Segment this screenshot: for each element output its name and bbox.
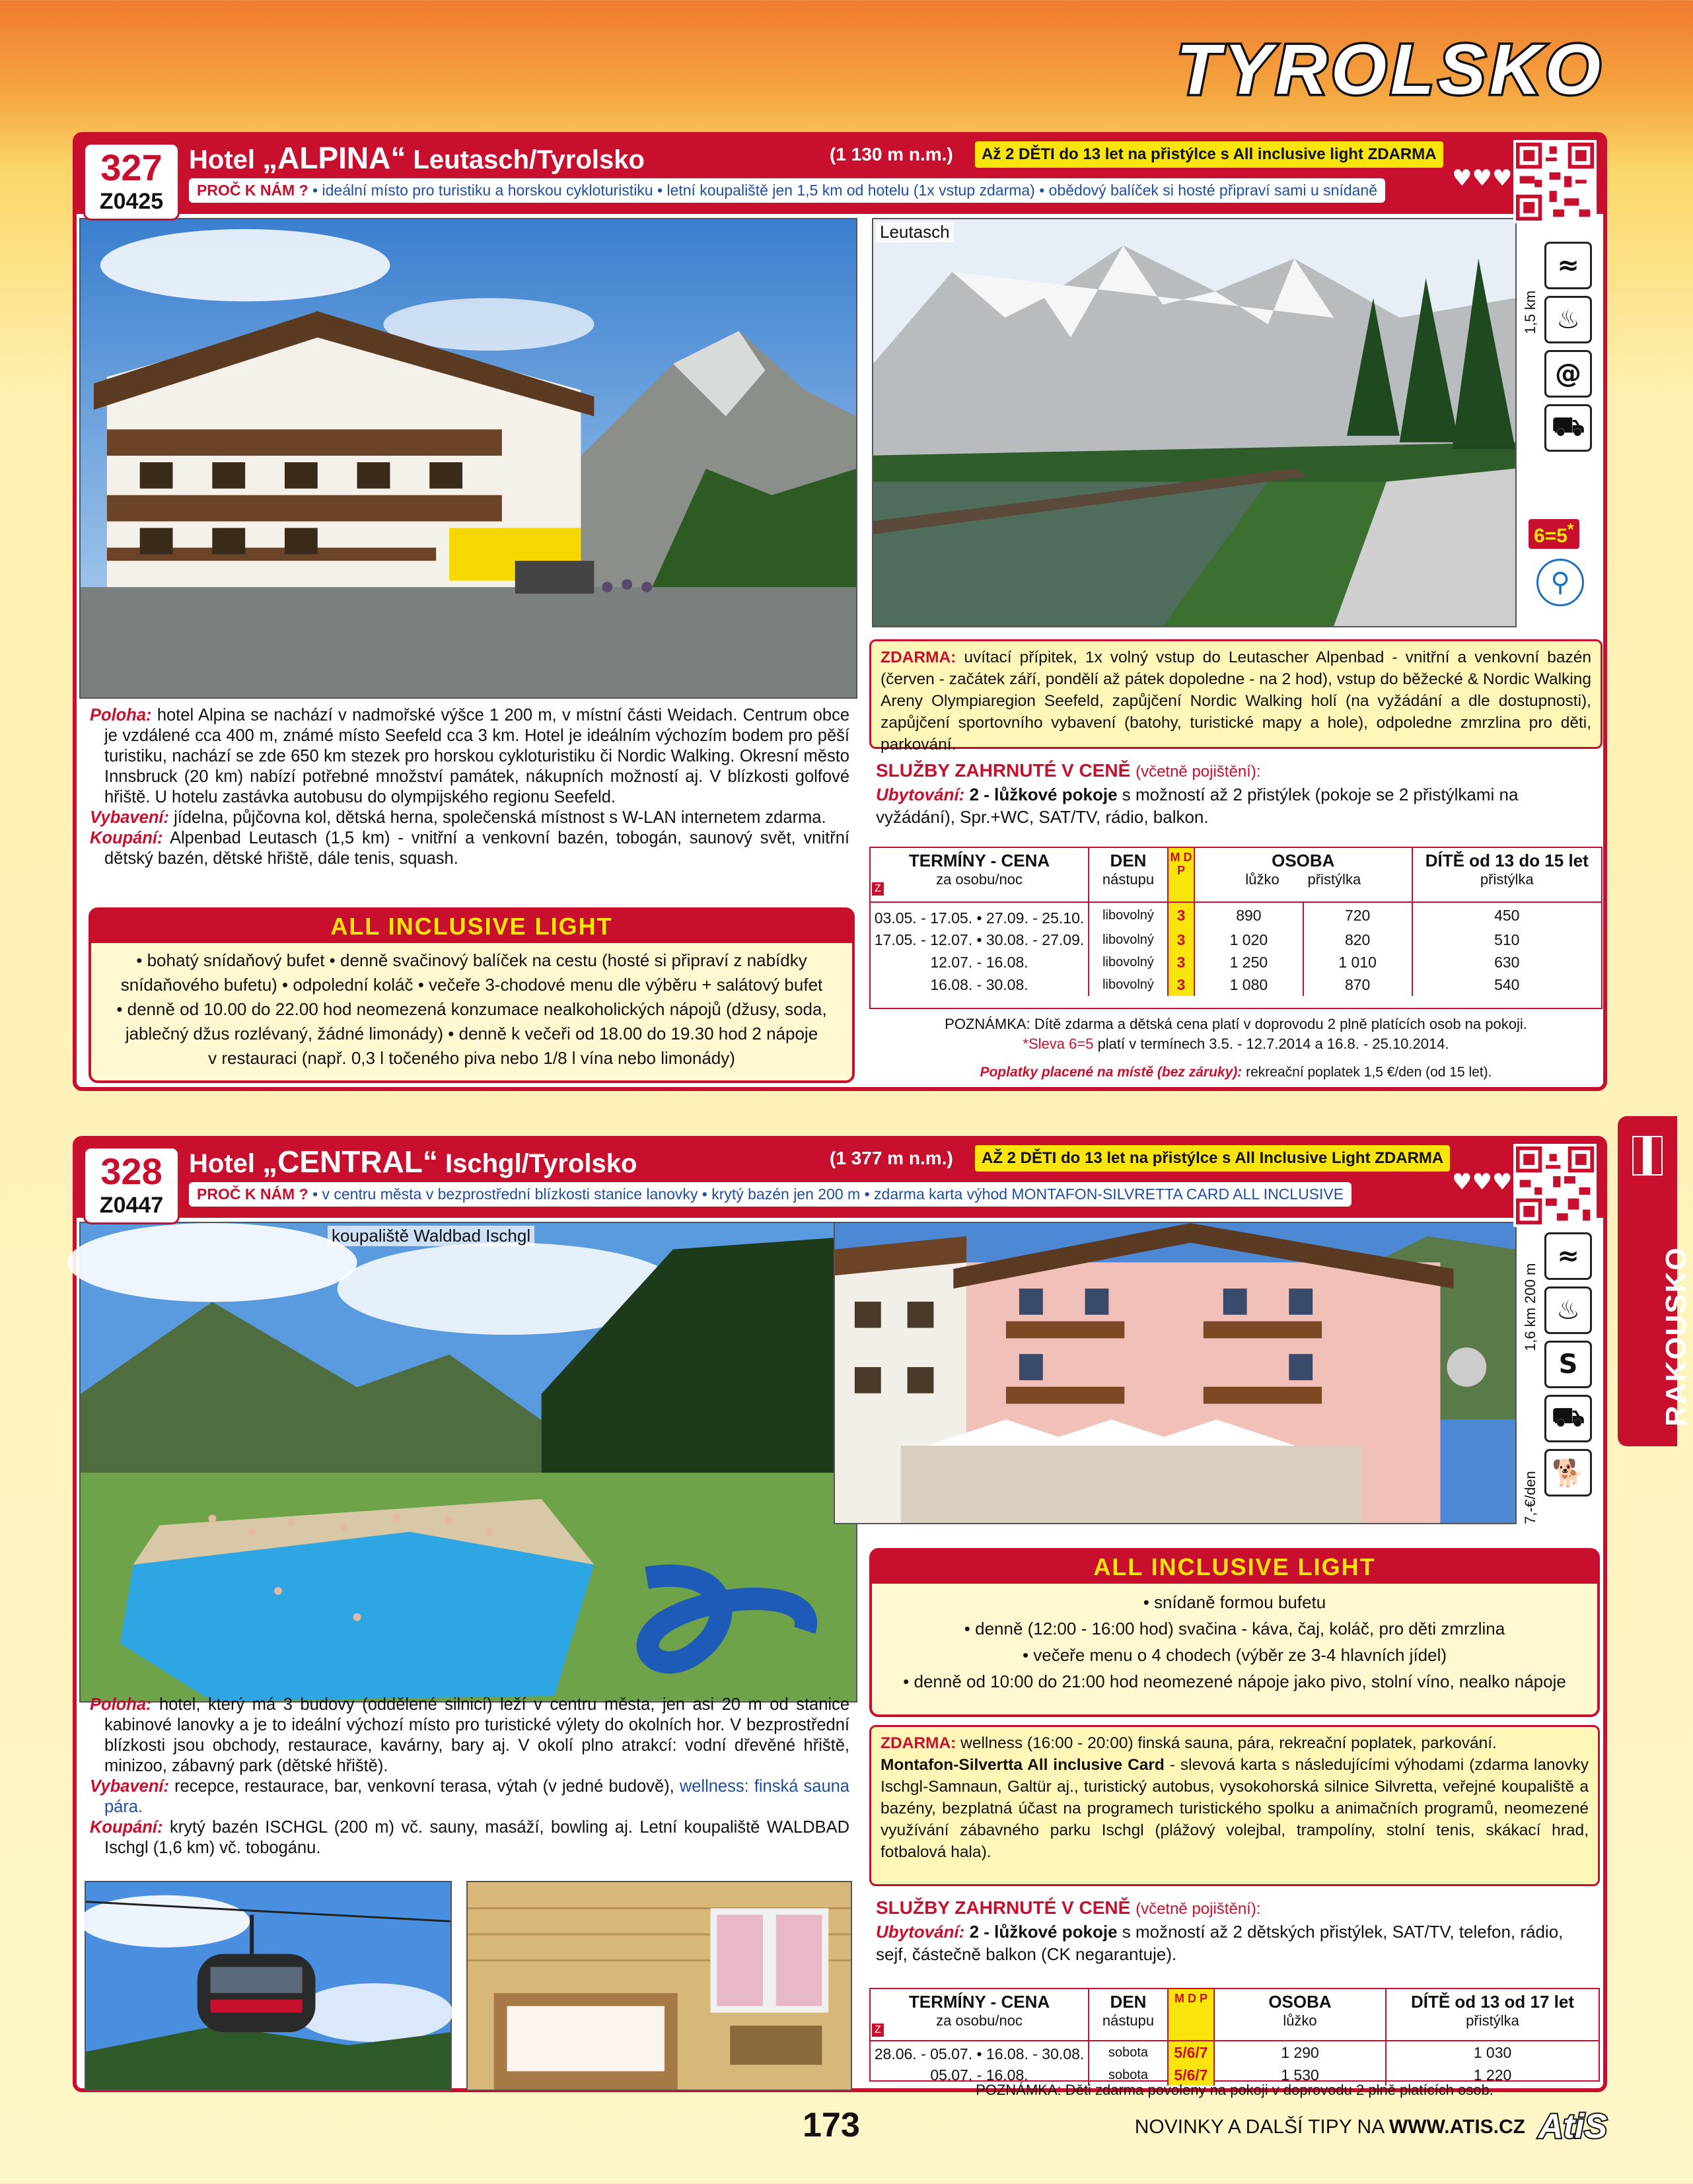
hotel-code: Z0425: [99, 189, 164, 214]
col-person: [1214, 1989, 1386, 2041]
row-child-price: 510: [1494, 931, 1520, 948]
row-day: sobota: [1089, 2064, 1168, 2086]
row-day: sobota: [1089, 2041, 1168, 2064]
parking-icon: ⛟: [1544, 404, 1592, 452]
hotel-location: Leutasch/Tyrolsko: [413, 145, 645, 174]
local-fees: [869, 1065, 1603, 1080]
rating-hearts: ♥♥♥: [1452, 165, 1513, 192]
why-us-text: • ideální místo pro turistiku a horskou cykloturistiku • letní koupaliště jen 1,5 km od hotelu (1x vstup zdarma) • obědový balíček si hosté připraví sami u snídaně: [312, 182, 1377, 199]
ai-line: • denně od 10.00 do 22.00 hod neomezená konzumace nealkoholických nápojů (džusy, soda,: [116, 999, 827, 1019]
pool-icon: ≈: [1544, 242, 1592, 289]
sluzby-subtitle: (včetně pojištění):: [1135, 1900, 1261, 1918]
all-inclusive-title: ALL INCLUSIVE LIGHT: [91, 910, 852, 943]
ai-line: • bohatý snídaňový bufet • denně svačinový balíček na cestu (hosté si připraví z nabídky: [136, 950, 807, 970]
col-day-title: DEN: [1110, 1992, 1147, 2012]
row-child-price: 1 030: [1473, 2044, 1512, 2061]
col-dates-sub: za osobu/noc: [936, 871, 1023, 888]
poloha-label: Poloha:: [90, 706, 152, 724]
hotel-location: Ischgl/Tyrolsko: [445, 1149, 637, 1178]
room-type: 2 - lůžkové pokoje: [969, 1922, 1118, 1942]
room-type: 2 - lůžkové pokoje: [969, 785, 1118, 804]
why-us-bar: [189, 1182, 1351, 1207]
vybaveni-text: recepce, restaurace, bar, venkovní terasa, výtah (v jedné budově),: [174, 1777, 674, 1796]
col-dates: [871, 1989, 1089, 2041]
included-services: [876, 759, 1596, 828]
col-child-sub: přistýlka: [1480, 871, 1534, 888]
rating-hearts: ♥♥♥: [1452, 1169, 1513, 1195]
sluzby-title: SLUŽBY ZAHRNUTÉ V CENĚ: [876, 1897, 1131, 1918]
row-mdp: 3: [1168, 929, 1194, 951]
included-services: [876, 1897, 1596, 1965]
hotel-prefix: Hotel: [189, 1149, 255, 1178]
distance-label: 1,6 km 200 m: [1522, 1263, 1538, 1351]
col-bed: lůžko: [1283, 2012, 1317, 2029]
altitude: (1 377 m n.m.): [830, 1148, 953, 1168]
parking-icon: ⛟: [1544, 1395, 1592, 1442]
col-dates-title: TERMÍNY - CENA: [908, 851, 1050, 870]
col-child-sub: přistýlka: [1466, 2012, 1519, 2029]
col-mdp: M D P: [1168, 848, 1194, 902]
catalog-number-box: [83, 143, 180, 221]
table-note: POZNÁMKA: Děti zdarma povoleny na pokoji v doprovodu 2 plně platících osob.: [976, 2082, 1494, 2098]
col-person-title: OSOBA: [1268, 1992, 1332, 2012]
row-extra-price: 870: [1303, 973, 1412, 996]
footer-label: NOVINKY A DALŠÍ TIPY NA: [1134, 2116, 1384, 2138]
koupani-text: Alpenbad Leutasch (1,5 km) - vnitřní a venkovní bazén, tobogán, saunový svět, vnitřní dětský bazén, dětské hřiště, dále tenis, squash.: [104, 829, 849, 868]
row-mdp: 3: [1168, 951, 1194, 973]
ubytovani-label: Ubytování:: [876, 785, 965, 804]
vybaveni-label: Vybavení:: [90, 1777, 170, 1796]
equipment-paragraph: [90, 808, 849, 828]
row-dates: 12.07. - 16.08.: [871, 951, 1089, 973]
austria-flag-icon: [1632, 1136, 1663, 1176]
row-dates: 28.06. - 05.07. • 16.08. - 30.08.: [871, 2041, 1089, 2064]
free-services-box: [869, 1725, 1600, 1886]
footer-link[interactable]: WWW.ATIS.CZ: [1388, 2116, 1525, 2138]
all-inclusive-title: ALL INCLUSIVE LIGHT: [872, 1551, 1597, 1584]
distance-label: 1,5 km: [1522, 290, 1538, 334]
table-z-tag: Z: [872, 882, 884, 896]
promo-badge: Až 2 DĚTI do 13 let na přistýlce s All inclusive light ZDARMA: [975, 141, 1443, 168]
row-extra-price: 720: [1303, 902, 1412, 929]
ai-line: v restauraci (např. 0,3 l točeného piva nebo 1/8 l vína nebo limonády): [208, 1048, 735, 1068]
hotel-code: Z0447: [99, 1193, 164, 1218]
location-paragraph: [90, 1695, 849, 1777]
row-dates: 05.07. - 16.08.: [871, 2064, 1089, 2086]
all-inclusive-box: [869, 1548, 1600, 1717]
row-bed-price: 1 020: [1194, 929, 1303, 951]
row-dates: 16.08. - 30.08.: [871, 973, 1089, 996]
hotel-description: [90, 705, 849, 869]
col-dates: [871, 848, 1089, 902]
ai-line: • večeře menu o 4 chodech (výběr ze 3-4 hlavních jídel): [1022, 1645, 1447, 1665]
accommodation-text: [876, 1920, 1596, 1965]
pool-icon: ≈: [1544, 1232, 1592, 1280]
row-bed-price: 1 250: [1194, 951, 1303, 973]
fees-text: rekreační poplatek 1,5 €/den (od 15 let).: [1246, 1065, 1492, 1080]
price-table: [869, 847, 1603, 1009]
included-services-title: [876, 1897, 1596, 1920]
vybaveni-text: jídelna, půjčovna kol, dětská herna, společenská místnost s W-LAN internetem zdarma.: [174, 808, 826, 827]
row-day: libovolný: [1089, 951, 1168, 973]
internet-icon: @: [1544, 350, 1592, 398]
all-inclusive-box: [89, 907, 855, 1083]
hotel-name: [189, 1144, 637, 1180]
included-services-title: [876, 759, 1596, 783]
hotel-name: [189, 140, 645, 176]
atis-logo: AtiS: [1538, 2107, 1607, 2146]
card-text: - slevová karta s následujícími výhodami (zdarma lanovky Ischgl-Samnaun, Galtür aj., turistický autobus, vysokohorská silnice Silvretta, veřejné koupaliště a bazény, bezplatná účast na programech turistického spolku a animačních programů, neomezené využívání zábavného parku Ischgl (plážový volejbal, trampolíny, stolní tenis, skákací hrad, fotbalová hala).: [881, 1756, 1589, 1861]
hotel-prefix: Hotel: [189, 145, 255, 174]
col-day-sub: nástupu: [1102, 2012, 1155, 2029]
row-mdp: 5/6/7: [1168, 2041, 1214, 2064]
country-tab[interactable]: [1618, 1116, 1692, 1446]
koupani-label: Koupání:: [90, 1818, 163, 1837]
col-extra-bed: přistýlka: [1307, 871, 1361, 888]
facility-icons: [1544, 1232, 1597, 1503]
price-table: [869, 1988, 1600, 2082]
room-photo: [466, 1881, 852, 2091]
qr-code-icon[interactable]: [1513, 140, 1597, 223]
row-mdp: 3: [1168, 973, 1194, 996]
col-dates-sub: za osobu/noc: [936, 2012, 1023, 2029]
discount-mark: *: [1567, 520, 1574, 539]
col-child: [1386, 1989, 1599, 2041]
all-inclusive-list: [91, 943, 852, 1076]
discount-badge: [1529, 519, 1579, 549]
col-child: [1412, 848, 1601, 902]
table-row: [871, 2041, 1599, 2064]
row-day: libovolný: [1089, 902, 1168, 929]
row-bed-price: 1 290: [1214, 2041, 1386, 2064]
nordic-walking-icon: ⚲: [1536, 559, 1584, 606]
swimming-paragraph: [90, 828, 849, 869]
wellness-icon: ♨: [1544, 296, 1592, 343]
ubytovani-text: s možností až 2 dětských přistýlek, SAT/TV, telefon, rádio, sejf, částečně balkon (CK negarantuje).: [876, 1922, 1564, 1964]
poloha-label: Poloha:: [90, 1695, 152, 1714]
table-note: [869, 1014, 1603, 1054]
koupani-text: krytý bazén ISCHGL (200 m) vč. sauny, masáží, bowling aj. Letní koupaliště WALDBAD Ischgl (1,6 km) vč. tobogánu.: [104, 1818, 849, 1857]
facility-icons: [1544, 242, 1597, 458]
col-dates-title: TERMÍNY - CENA: [908, 1992, 1050, 2012]
row-mdp: 3: [1168, 902, 1194, 929]
col-person-title: OSOBA: [1272, 851, 1335, 870]
cable-car-photo: [85, 1881, 452, 2091]
hotel-title: „ALPINA“: [262, 141, 406, 175]
zdarma-text: uvítací přípitek, 1x volný vstup do Leutascher Alpenbad - vnitřní a venkovní bazén (červen - začátek září, pondělí až pátek dopoledne - na 2 hod), vstup do běžecké & Nordic Walking Areny Olympiaregion Seefeld, zapůjčení Nordic Walking holí (na vyžádání a dle dostupnosti), zapůjčení sportovního vybavení (batohy, turistické mapy a hole), odpoledne zmrzlina pro děti, parkování.: [881, 649, 1591, 754]
koupani-label: Koupání:: [90, 829, 163, 847]
footer-text: [1135, 2116, 1525, 2138]
altitude: (1 130 m n.m.): [830, 144, 953, 164]
table-row: [871, 902, 1601, 929]
discount-note-text: platí v termínech 3.5. - 12.7.2014 a 16.8. - 25.10.2014.: [1097, 1036, 1449, 1052]
row-dates: 03.05. - 17.05. • 27.09. - 25.10.: [871, 902, 1089, 929]
hotel-photo: [79, 218, 857, 699]
fees-label: Poplatky placené na místě (bez záruky):: [980, 1065, 1243, 1080]
country-tab-label: RAKOUSKO: [1660, 1246, 1692, 1427]
row-child-price: 450: [1494, 907, 1520, 924]
sluzby-subtitle: (včetně pojištění):: [1135, 763, 1261, 781]
row-bed-price: 1 080: [1194, 973, 1303, 996]
col-day-title: DEN: [1110, 851, 1147, 870]
pet-icon: 🐕: [1544, 1449, 1592, 1497]
swimming-paragraph: [90, 1817, 849, 1858]
ai-line: • denně (12:00 - 16:00 hod) svačina - káva, čaj, koláč, pro děti zmrzlina: [964, 1619, 1505, 1638]
ai-line: jablečný džus rozlévaný, žádné limonády) • denně k večeři od 18.00 do 19.30 hod 2 nápoje: [125, 1024, 818, 1043]
catalog-number: 328: [100, 1150, 162, 1192]
wellness-icon: ♨: [1544, 1286, 1592, 1334]
col-child-title: DÍTĚ od 13 od 17 let: [1410, 1992, 1575, 2012]
hotel-header: [77, 136, 1603, 214]
page-number: 173: [803, 2106, 860, 2144]
table-row: [871, 951, 1601, 973]
ai-line: • snídaně formou bufetu: [1143, 1592, 1326, 1612]
row-extra-price: 1 010: [1303, 951, 1412, 973]
why-us-label: PROČ K NÁM ?: [197, 1185, 308, 1203]
row-child-price: 1 220: [1473, 2066, 1512, 2084]
vybaveni-label: Vybavení:: [90, 808, 170, 827]
row-bed-price: 1 530: [1214, 2064, 1386, 2086]
free-services-box: [869, 639, 1603, 754]
row-mdp: 5/6/7: [1168, 2064, 1214, 2086]
hotel-header: [77, 1140, 1603, 1218]
photo-caption: Leutasch: [876, 222, 954, 242]
photo-caption: koupaliště Waldbad Ischgl: [328, 1226, 534, 1246]
free-services-text: [871, 1727, 1598, 1868]
row-dates: 17.05. - 12.07. • 30.08. - 27.09.: [871, 929, 1089, 951]
discount-note-label: *Sleva 6=5: [1023, 1036, 1094, 1052]
hotel-photo: [834, 1222, 1517, 1524]
col-child-title: DÍTĚ od 13 do 15 let: [1425, 851, 1589, 870]
row-bed-price: 890: [1194, 902, 1303, 929]
accommodation-text: [876, 783, 1596, 828]
col-day: [1089, 848, 1168, 902]
location-paragraph: [90, 705, 849, 808]
catalog-number-box: [83, 1146, 180, 1224]
equipment-paragraph: [90, 1777, 849, 1817]
poloha-text: hotel Alpina se nachází v nadmořské výšce 1 200 m, v místní části Weidach. Centrum obce je vzdálené cca 400 m, známé místo Seefeld cca 3 km. Hotel je ideálním výchozím bodem pro pěší turistiku, nachází se zde 650 km stezek pro horskou cykloturistiku či Nordic Walking. Okresní město Innsbruck (20 km) nabízí potřebné množství památek, nákupních možností aj. V blízkosti golfové hřiště. U hotelu zastávka autobusu do olympijského regionu Seefeld.: [104, 706, 850, 806]
waldbad-photo: [79, 1222, 857, 1703]
table-row: [871, 929, 1601, 951]
row-child-price: 630: [1494, 953, 1520, 971]
poloha-text: hotel, který má 3 budovy (oddělené silnicí) leží v centru města, jen asi 20 m od stanice kabinové lanovky a je to ideální výchozí místo pro turistické výlety do okolních hor. V bezprostřední blízkosti jsou obchody, restaurace, kavárny, bary aj. V okolí plno atrakcí: vodní dřevěné hřiště, minizoo, zábavný park (dětské hřiště).: [104, 1695, 849, 1775]
sauna-icon: S: [1544, 1341, 1592, 1388]
col-person: [1194, 848, 1412, 902]
col-mdp: M D P: [1168, 1989, 1214, 2041]
catalog-number: 327: [100, 147, 162, 188]
hotel-title: „CENTRAL“: [262, 1145, 438, 1179]
why-us-text: • v centru města v bezprostřední blízkosti stanice lanovky • krytý bazén jen 200 m • zdarma karta výhod MONTAFON-SILVRETTA CARD ALL INCLUSIVE: [312, 1185, 1344, 1203]
ubytovani-text: s možností až 2 přistýlek (pokoje se 2 přistýlkami na vyžádání), Spr.+WC, SAT/TV, rádio, balkon.: [876, 785, 1519, 827]
qr-code-icon[interactable]: [1513, 1144, 1597, 1227]
row-day: libovolný: [1089, 973, 1168, 996]
leutasch-photo: [872, 218, 1517, 627]
zdarma-text: wellness (16:00 - 20:00) finská sauna, pára, rekreační poplatek, parkování.: [960, 1734, 1497, 1752]
region-title: TYROLSKO: [1176, 29, 1604, 109]
card-name: Montafon-Silvertta All inclusive Card: [881, 1756, 1165, 1774]
free-services-text: [871, 641, 1601, 761]
promo-badge: AŽ 2 DĚTI do 13 let na přistýlce s All Inclusive Light ZDARMA: [975, 1145, 1450, 1172]
col-day-sub: nástupu: [1102, 871, 1155, 888]
discount-value: 6=5: [1534, 525, 1567, 547]
note-line: [869, 1034, 1603, 1054]
pet-fee-label: 7,-€/den: [1522, 1471, 1538, 1524]
table-z-tag: Z: [872, 2024, 884, 2037]
ai-line: snídaňového bufetu) • odpolední koláč • večeře 3-chodové menu dle výběru + salátový bufet: [120, 975, 823, 995]
row-extra-price: 820: [1303, 929, 1412, 951]
wellness-text: wellness: finská sauna pára.: [104, 1777, 849, 1816]
ai-line: • denně od 10:00 do 21:00 hod neomezené nápoje jako pivo, stolní víno, nealko nápoje: [903, 1672, 1566, 1691]
why-us-bar: [189, 178, 1385, 203]
zdarma-label: ZDARMA:: [881, 649, 956, 666]
all-inclusive-list: [872, 1584, 1597, 1700]
row-day: libovolný: [1089, 929, 1168, 951]
table-row: [871, 973, 1601, 996]
sluzby-title: SLUŽBY ZAHRNUTÉ V CENĚ: [876, 760, 1131, 781]
ubytovani-label: Ubytování:: [876, 1922, 965, 1942]
why-us-label: PROČ K NÁM ?: [197, 182, 308, 199]
hotel-card-alpina: [73, 132, 1607, 1091]
zdarma-label: ZDARMA:: [881, 1734, 956, 1752]
row-child-price: 540: [1494, 975, 1520, 993]
hotel-description: [90, 1695, 849, 1858]
col-bed: lůžko: [1245, 871, 1279, 888]
hotel-card-central: [73, 1136, 1607, 2098]
col-day: [1089, 1989, 1168, 2041]
note-line: POZNÁMKA: Dítě zdarma a dětská cena platí v doprovodu 2 plně platících osob na pokoji.: [945, 1016, 1527, 1032]
col-person-sub: [1196, 871, 1410, 888]
